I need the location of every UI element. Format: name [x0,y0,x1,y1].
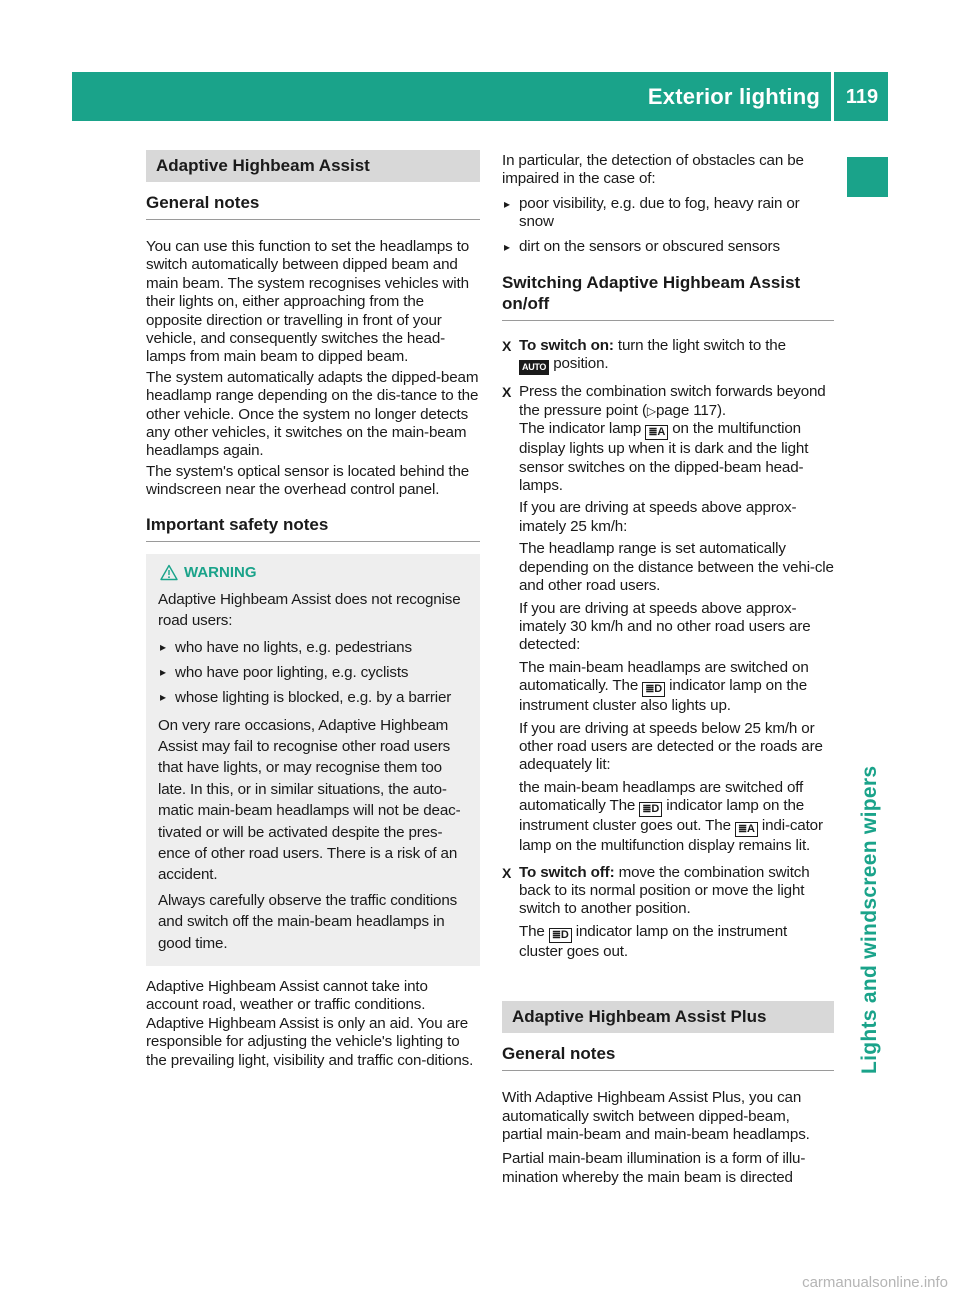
paragraph: Partial main-beam illumination is a form of illu-mination whereby the main beam is directed [502,1150,806,1186]
warning-triangle-icon [160,564,178,581]
impairment-bullets [502,195,834,256]
auto-position-icon: AUTO [519,360,549,375]
paragraph: Adaptive Highbeam Assist cannot take into account road, weather or traffic conditions. Adaptive Highbeam Assist is only an aid. You are responsible for adjusting the vehicle's lighting to the prevailing light, visibility and traffic con-ditions. [146,977,474,1069]
list-item: ▸ whose lighting is blocked, e.g. by a barrier [158,688,470,707]
right-column [502,150,834,1187]
watermark: carmanualsonline.info [802,1274,948,1291]
step-text: indicator lamp on the instrument cluster goes out. The [519,797,805,835]
warning-box [146,554,480,966]
step-label: To switch on: [519,337,614,355]
warning-title [160,564,470,581]
step-text: ). [716,401,726,419]
step-text: indi-cator lamp on the multifunction display remains lit. [519,817,823,855]
page-reference-link[interactable]: page 117 [655,401,717,419]
paragraph: The system's optical sensor is located behind the windscreen near the overhead control panel. [146,462,470,499]
page-title: Exterior lighting [647,84,820,109]
page-number: 119 [845,86,879,108]
list-item: ▸ who have no lights, e.g. pedestrians [158,638,470,657]
step-text: The [519,922,545,940]
step-text: the main-beam headlamps are switched off automatically The [519,778,804,815]
list-item: ▸ who have poor lighting, e.g. cyclists [158,663,470,682]
paragraph: You can use this function to set the headlamps to switch automatically between dipped beam and main beam. The system recognises vehicles with their lights on, either approaching from the opposite direction or travelling in front of your vehicle, and consequently switches the head-lamps from main beam to dipped beam. [146,238,470,366]
step-text: turn the light switch to the [617,337,786,355]
step-text: on the multifunction display lights up when it is dark and the light sensor switches on the dipped-beam head-lamps. [519,420,809,495]
safety-notes-heading: Important safety notes [146,514,480,542]
section-title: Adaptive Highbeam Assist [146,150,480,182]
warning-paragraph: Always carefully observe the traffic conditions and switch off the main-beam headlamps in good time. [158,891,458,952]
step-text: indicator lamp on the instrument cluster also lights up. [519,677,808,715]
step-text: indicator lamp on the instrument cluster goes out. [519,922,788,960]
page-ref-arrow-icon: ▷ [646,403,656,418]
step-marker-icon: X [502,864,512,881]
step-switch-off [502,864,834,962]
chapter-tab-label: Lights and windscreen wipers [858,765,881,1074]
step-detail [519,659,834,716]
plus-general-notes-heading: General notes [502,1043,834,1071]
warning-paragraph: On very rare occasions, Adaptive Highbeam Assist may fail to recognise other road users that have lights, or may recognise them too late. In this, or in similar situations, the auto-matic main-beam headlamps will not be deac-tivated or will be activated despite the pres-ence of other road users. There is a risk of an accident. [158,716,461,884]
step-text: Press the combination switch forwards beyond the pressure point ( [519,383,826,419]
plus-section-title: Adaptive Highbeam Assist Plus [502,1001,834,1033]
highbeam-assist-indicator-icon: ≣A [735,822,758,837]
step-label: To switch off: [519,863,615,881]
step-detail [519,923,834,961]
paragraph: In particular, the detection of obstacles can be impaired in the case of: [502,152,804,188]
main-beam-indicator-icon: ≣D [642,682,665,697]
step-marker-icon: X [502,384,512,401]
step-text: move the combination switch back to its normal position or move the light switch to another position. [519,863,810,918]
list-item: ▸ dirt on the sensors or obscured sensors [502,238,834,256]
main-beam-indicator-icon: ≣D [639,802,662,817]
paragraph: With Adaptive Highbeam Assist Plus, you can automatically switch between dipped-beam, partial main-beam and main-beam headlamps. [502,1089,810,1143]
left-column [146,150,480,1070]
step-text: The indicator lamp [519,420,642,438]
general-notes-heading: General notes [146,192,480,220]
paragraph: The system automatically adapts the dipped-beam headlamp range depending on the dis-tance to the other vehicle. Once the system no longer detects any other vehicles, it switches on the main-beam headlamps again. [146,368,479,460]
step-text: position. [553,355,609,373]
warning-label: WARNING [184,563,257,581]
step-detail: The headlamp range is set automatically depending on the distance between the vehi-cle and other road users. [519,540,834,595]
step-detail: If you are driving at speeds above approx-imately 30 km/h and no other road users are detected: [519,599,811,654]
warning-bullets [158,638,470,707]
list-item: ▸ poor visibility, e.g. due to fog, heavy rain or snow [502,195,834,232]
step-detail: If you are driving at speeds below 25 km/h or other road users are detected or the roads are adequately lit: [519,719,823,774]
main-beam-indicator-icon: ≣D [549,928,572,943]
highbeam-assist-indicator-icon: ≣A [645,425,668,440]
switching-heading: Switching Adaptive Highbeam Assist on/off [502,272,834,321]
warning-intro: Adaptive Highbeam Assist does not recognise road users: [158,590,461,630]
step-switch-on [502,337,834,375]
step-press-switch [502,383,834,855]
step-text: The main-beam headlamps are switched on automatically. The [519,658,809,695]
step-marker-icon: X [502,338,512,355]
step-detail [519,779,834,856]
header-divider [831,72,834,121]
side-tab-marker [847,157,888,197]
step-detail: If you are driving at speeds above approx-imately 25 km/h: [519,499,797,535]
